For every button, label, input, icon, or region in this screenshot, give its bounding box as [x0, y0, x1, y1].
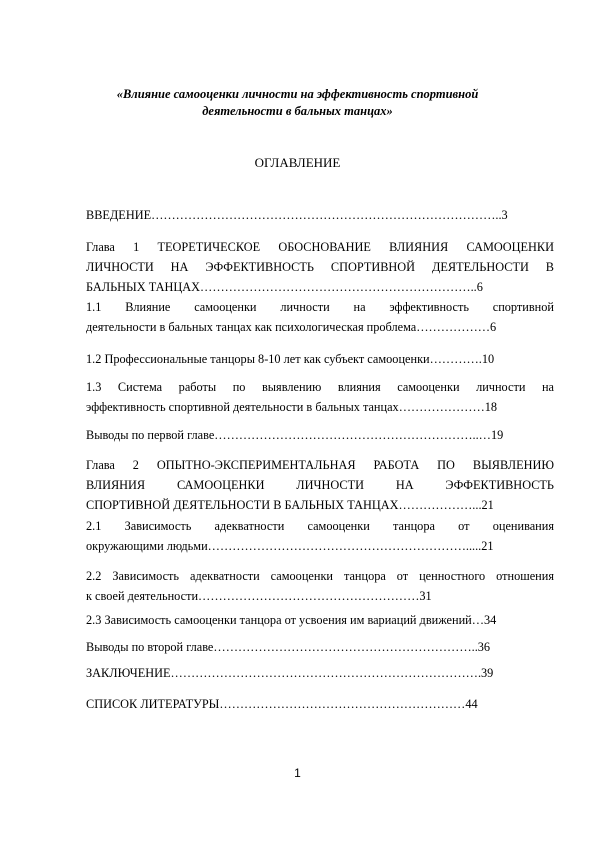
document-title: [100, 86, 495, 120]
toc-entry: [86, 297, 554, 337]
toc-entry: [86, 237, 554, 297]
page-number: 1: [294, 766, 301, 780]
toc-entry-line: Глава 1 ТЕОРЕТИЧЕСКОЕ ОБОСНОВАНИЕ ВЛИЯНИЯ САМООЦЕНКИ: [86, 240, 554, 254]
toc-entry-line: Выводы по первой главе………………………………………………………..…19: [86, 428, 504, 442]
toc-entry: [86, 694, 554, 714]
toc-entry-line: ВЛИЯНИЯ САМООЦЕНКИ ЛИЧНОСТИ НА ЭФФЕКТИВНОСТЬ: [86, 478, 554, 492]
toc-entry-line: Глава 2 ОПЫТНО-ЭКСПЕРИМЕНТАЛЬНАЯ РАБОТА ПО ВЫЯВЛЕНИЮ: [86, 458, 554, 472]
toc-entry: [86, 377, 554, 417]
toc-entry-line: Выводы по второй главе………………………………………………………..36: [86, 640, 491, 654]
toc-entry-line: БАЛЬНЫХ ТАНЦАХ…………………………………………………………..6: [86, 280, 483, 294]
toc-entry-line: 2.1 Зависимость адекватности самооценки танцора от оценивания: [86, 519, 554, 533]
toc-entry-line: СПИСОК ЛИТЕРАТУРЫ……………………………………………………44: [86, 697, 478, 711]
title-line-2: деятельности в бальных танцах»: [202, 104, 393, 118]
toc-entry: [86, 349, 554, 369]
toc-entry-line: окружающими людьми……………………………………………………….....21: [86, 539, 494, 553]
toc-entry-line: ЗАКЛЮЧЕНИЕ………………………………………………………………….39: [86, 666, 494, 680]
toc-entry: [86, 455, 554, 515]
toc-entry-line: ВВЕДЕНИЕ…………………………………………………………………………..3: [86, 208, 508, 222]
toc-heading: ОГЛАВЛЕНИЕ: [254, 155, 341, 170]
toc-entry-line: СПОРТИВНОЙ ДЕЯТЕЛЬНОСТИ В БАЛЬНЫХ ТАНЦАХ………………...21: [86, 498, 494, 512]
toc-entry: [86, 610, 554, 630]
toc-entry: [86, 425, 554, 445]
toc-entry: [86, 663, 554, 683]
toc-entry: [86, 637, 554, 657]
toc-entry-line: к своей деятельности………………………………………………31: [86, 589, 432, 603]
toc-entry: [86, 205, 554, 225]
toc-entry: [86, 516, 554, 556]
toc-entry-line: 2.2 Зависимость адекватности самооценки танцора от ценностного отношения: [86, 569, 554, 583]
toc-entry-line: 1.2 Профессиональные танцоры 8-10 лет как субъект самооценки………….10: [86, 352, 495, 366]
toc-entry-line: 1.3 Система работы по выявлению влияния самооценки личности на: [86, 380, 554, 394]
toc-entry-line: ЛИЧНОСТИ НА ЭФФЕКТИВНОСТЬ СПОРТИВНОЙ ДЕЯТЕЛЬНОСТИ В: [86, 260, 554, 274]
toc-entry-line: деятельности в бальных танцах как психологическая проблема………………6: [86, 320, 497, 334]
toc-entry-line: 1.1 Влияние самооценки личности на эффективность спортивной: [86, 300, 554, 314]
toc-entry: [86, 566, 554, 606]
toc-entry-line: эффективность спортивной деятельности в бальных танцах…………………18: [86, 400, 498, 414]
toc-entry-line: 2.3 Зависимость самооценки танцора от усвоения им вариаций движений…34: [86, 613, 497, 627]
title-line-1: «Влияние самооценки личности на эффективность спортивной: [116, 87, 479, 101]
